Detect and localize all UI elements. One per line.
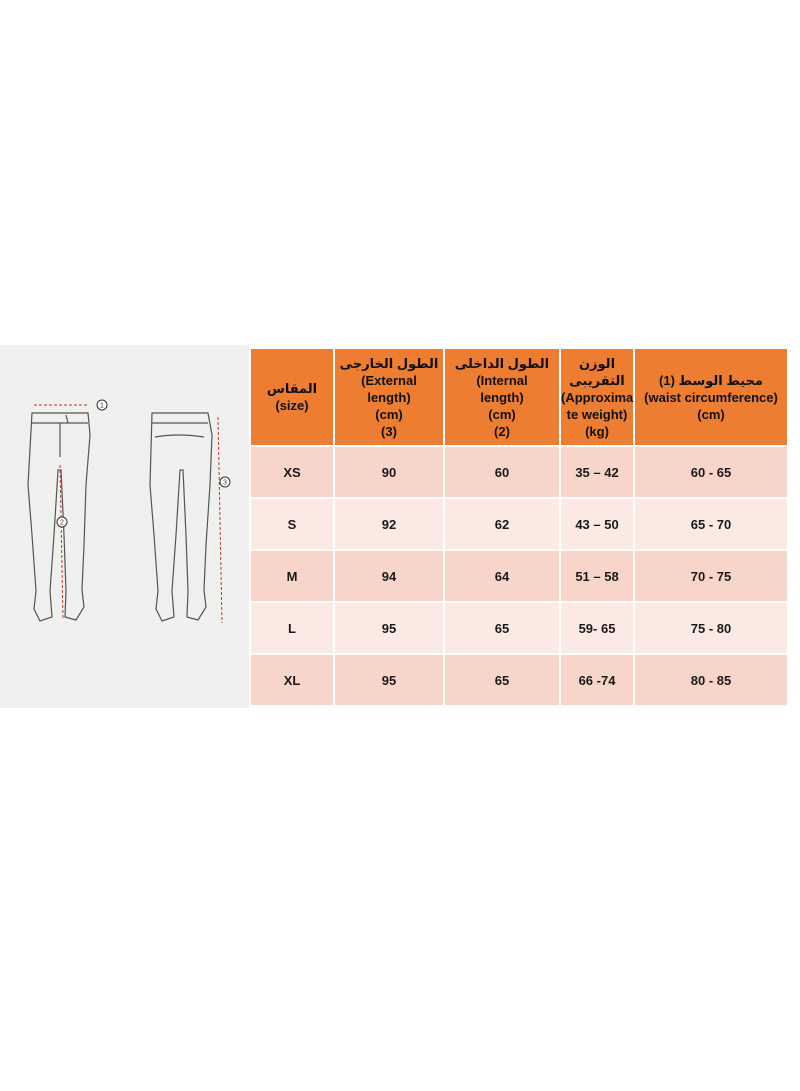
cell-waist: 60 - 65 xyxy=(634,446,788,498)
cell-external-length: 92 xyxy=(334,498,444,550)
cell-waist: 75 - 80 xyxy=(634,602,788,654)
header-internal-length-arabic: الطول الداخلى xyxy=(454,355,550,371)
header-approx-weight-en-2: te weight) xyxy=(566,406,628,422)
cell-waist: 65 - 70 xyxy=(634,498,788,550)
cell-size: M xyxy=(250,550,334,602)
header-approx-weight-en-1: (Approxima xyxy=(561,389,634,405)
cell-internal-length: 65 xyxy=(444,602,560,654)
outseam-measure-line xyxy=(218,417,222,623)
cell-size: XS xyxy=(250,446,334,498)
cell-size: S xyxy=(250,498,334,550)
size-chart-table xyxy=(249,347,789,707)
cell-internal-length: 65 xyxy=(444,654,560,706)
cell-weight: 51 – 58 xyxy=(560,550,634,602)
cell-external-length: 94 xyxy=(334,550,444,602)
cell-weight: 43 – 50 xyxy=(560,498,634,550)
header-size-en: (size) xyxy=(275,398,309,413)
header-approx-weight-arabic: الوزن التقريبى xyxy=(569,355,625,388)
trousers-measurement-diagram xyxy=(18,395,243,635)
header-external-length-en-4: (3) xyxy=(381,423,397,439)
header-waist-en-1: (waist circumference) xyxy=(644,389,778,405)
header-waist-arabic: محيط الوسط (1) xyxy=(659,372,763,388)
front-trousers-outline xyxy=(28,413,90,621)
header-internal-length-en-1: (Internal xyxy=(476,372,528,388)
header-external-length-en-2: length) xyxy=(367,389,411,405)
cell-waist: 70 - 75 xyxy=(634,550,788,602)
header-internal-length xyxy=(444,348,560,446)
cell-weight: 66 -74 xyxy=(560,654,634,706)
back-trousers-outline xyxy=(150,413,212,621)
table-row xyxy=(250,550,788,602)
cell-external-length: 95 xyxy=(334,654,444,706)
header-external-length-arabic: الطول الخارجى xyxy=(339,355,439,371)
header-external-length-en-1: (External xyxy=(361,372,417,388)
header-internal-length-en-4: (2) xyxy=(494,423,510,439)
cell-internal-length: 60 xyxy=(444,446,560,498)
header-external-length-en-3: (cm) xyxy=(375,406,403,422)
header-size-arabic: المقاس xyxy=(266,381,318,396)
marker-2-label: 2 xyxy=(60,519,64,527)
cell-weight: 59- 65 xyxy=(560,602,634,654)
table-row xyxy=(250,602,788,654)
cell-internal-length: 62 xyxy=(444,498,560,550)
header-row xyxy=(250,348,788,446)
cell-waist: 80 - 85 xyxy=(634,654,788,706)
cell-size: L xyxy=(250,602,334,654)
header-external-length xyxy=(334,348,444,446)
cell-external-length: 90 xyxy=(334,446,444,498)
cell-internal-length: 64 xyxy=(444,550,560,602)
marker-1-label: 1 xyxy=(100,402,104,410)
header-approx-weight xyxy=(560,348,634,446)
table-row xyxy=(250,446,788,498)
header-waist xyxy=(634,348,788,446)
header-internal-length-en-3: (cm) xyxy=(488,406,516,422)
cell-external-length: 95 xyxy=(334,602,444,654)
table-row xyxy=(250,654,788,706)
table-row xyxy=(250,498,788,550)
header-size xyxy=(250,348,334,446)
cell-size: XL xyxy=(250,654,334,706)
header-approx-weight-en-3: (kg) xyxy=(585,423,609,439)
marker-3-label: 3 xyxy=(223,479,227,487)
header-internal-length-en-2: length) xyxy=(480,389,524,405)
header-waist-en-2: (cm) xyxy=(697,406,725,422)
cell-weight: 35 – 42 xyxy=(560,446,634,498)
